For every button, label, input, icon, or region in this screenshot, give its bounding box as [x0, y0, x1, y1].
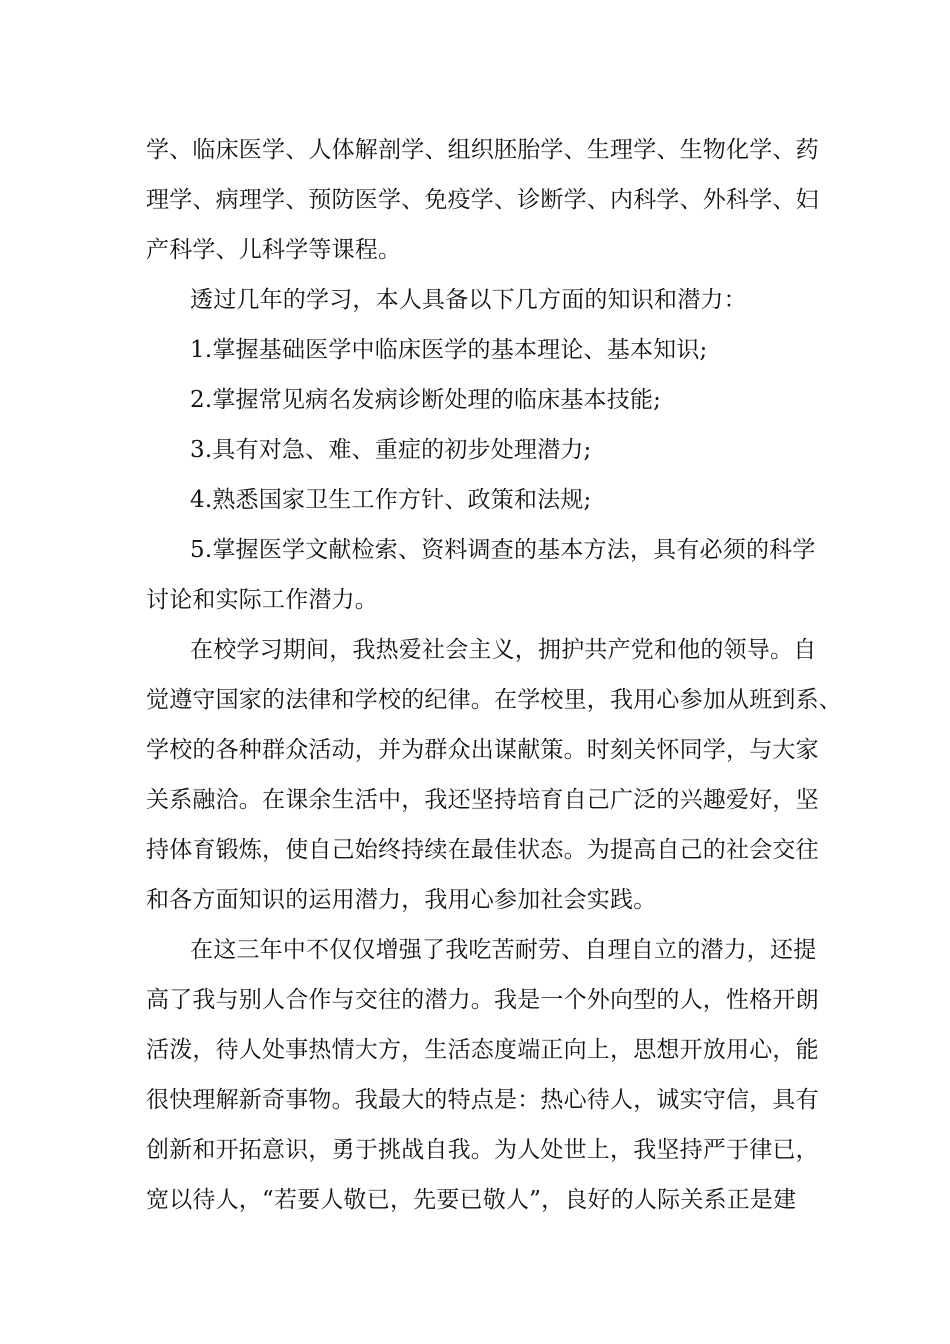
text-line: 产科学、儿科学等课程。 [146, 237, 402, 263]
text-line: 持体育锻炼，使自己始终持续在最佳状态。为提高自己的社会交往 [146, 837, 819, 863]
text-line: 创新和开拓意识，勇于挑战自我。为人处世上，我坚持严于律已， [146, 1137, 819, 1163]
list-item-4: 4.熟悉国家卫生工作方针、政策和法规; [190, 487, 592, 513]
text-line: 讨论和实际工作潜力。 [146, 587, 378, 613]
text-line: 理学、病理学、预防医学、免疫学、诊断学、内科学、外科学、妇 [146, 187, 819, 213]
text-line: 学校的各种群众活动，并为群众出谋献策。时刻关怀同学，与大家 [146, 737, 819, 763]
list-item-5: 5.掌握医学文献检索、资料调查的基本方法，具有必须的科学 [190, 537, 816, 563]
text-line: 学、临床医学、人体解剖学、组织胚胎学、生理学、生物化学、药 [146, 137, 819, 163]
paragraph-start-line: 透过几年的学习，本人具备以下几方面的知识和潜力： [190, 287, 747, 313]
text-line: 觉遵守国家的法律和学校的纪律。在学校里，我用心参加从班到系、 [146, 687, 842, 713]
list-item-1: 1.掌握基础医学中临床医学的基本理论、基本知识; [190, 337, 708, 363]
text-line: 关系融洽。在课余生活中，我还坚持培育自己广泛的兴趣爱好，坚 [146, 787, 819, 813]
paragraph-start-line: 在这三年中不仅仅增强了我吃苦耐劳、自理自立的潜力，还提 [190, 937, 817, 963]
text-line: 宽以待人，“若要人敬已，先要已敬人”，良好的人际关系正是建 [146, 1187, 797, 1213]
text-line: 和各方面知识的运用潜力，我用心参加社会实践。 [146, 887, 657, 913]
list-item-2: 2.掌握常见病名发病诊断处理的临床基本技能; [190, 387, 662, 413]
text-line: 活泼，待人处事热情大方，生活态度端正向上，思想开放用心，能 [146, 1037, 819, 1063]
paragraph-start-line: 在校学习期间，我热爱社会主义，拥护共产党和他的领导。自 [190, 637, 817, 663]
text-line: 很快理解新奇事物。我最大的特点是：热心待人，诚实守信，具有 [146, 1087, 819, 1113]
text-line: 高了我与别人合作与交往的潜力。我是一个外向型的人，性格开朗 [146, 987, 819, 1013]
list-item-3: 3.具有对急、难、重症的初步处理潜力; [190, 437, 592, 463]
